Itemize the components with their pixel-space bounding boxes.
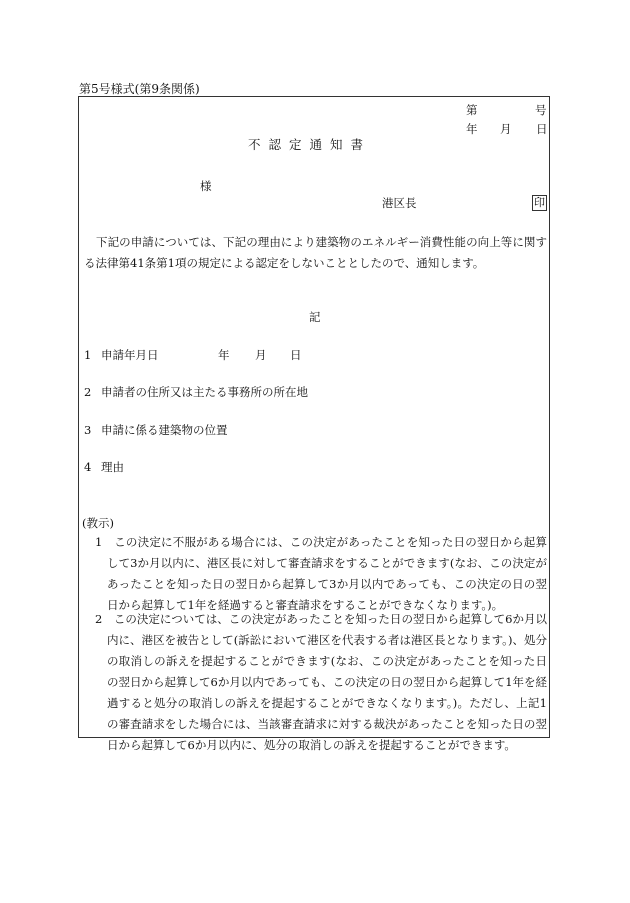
item-1-day: 日 <box>290 348 302 362</box>
number-label: 第 <box>466 103 478 117</box>
date-month-label: 月 <box>500 122 512 136</box>
issuer-name: 港区長 <box>382 196 417 210</box>
addressee-suffix: 様 <box>200 179 212 193</box>
instruction-note-2: 2 この決定については、この決定があったことを知った日の翌日から起算して6か月以内に、港区を被告として(訴訟において港区を代表する者は港区長となります。)、処分の取消しの訴えを提起することができます(なお、この決定があったことを知った日の翌日から起算して6か月以内であっても、この決定の日の翌日から起算して1年を経過すると処分の取消しの訴えを提起することができなくなります。)。ただし、上記1の審査請求をした場合には、当該審査請求に対する裁決があったことを知った日の翌日から起算して6か月以内に、処分の取消しの訴えを提起することができます。 <box>95 612 548 752</box>
date-day-label: 日 <box>536 122 548 136</box>
document-title: 不認定通知書 <box>248 137 372 152</box>
item-1-label: 申請年月日 <box>101 348 159 362</box>
item-3-label: 申請に係る建築物の位置 <box>101 423 228 437</box>
item-4-number: 4 <box>84 460 92 474</box>
item-2-label: 申請者の住所又は主たる事務所の所在地 <box>101 385 308 399</box>
seal-stamp: 印 <box>534 196 545 209</box>
ki-heading: 記 <box>309 310 321 324</box>
date-year-label: 年 <box>466 122 478 136</box>
instructions-heading: (教示) <box>82 516 114 530</box>
number-suffix: 号 <box>535 103 547 117</box>
item-4-label: 理由 <box>101 460 124 474</box>
item-1-month: 月 <box>255 348 267 362</box>
item-1-number: 1 <box>84 348 92 362</box>
item-2-number: 2 <box>84 385 92 399</box>
item-1-year: 年 <box>218 348 230 362</box>
item-3-number: 3 <box>84 423 92 437</box>
instruction-note-1: 1 この決定に不服がある場合には、この決定があったことを知った日の翌日から起算して3か月以内に、港区長に対して審査請求をすることができます(なお、この決定があったことを知った日の翌日から起算して3か月以内であっても、この決定の日の翌日から起算して1年を経過すると審査請求をすることができなくなります。)。 <box>95 535 547 612</box>
notice-body: 下記の申請については、下記の理由により建築物のエネルギー消費性能の向上等に関する法律第41条第1項の規定による認定をしないこととしたので、通知します。 <box>84 235 547 270</box>
form-number-label: 第5号様式(第9条関係) <box>79 82 200 96</box>
